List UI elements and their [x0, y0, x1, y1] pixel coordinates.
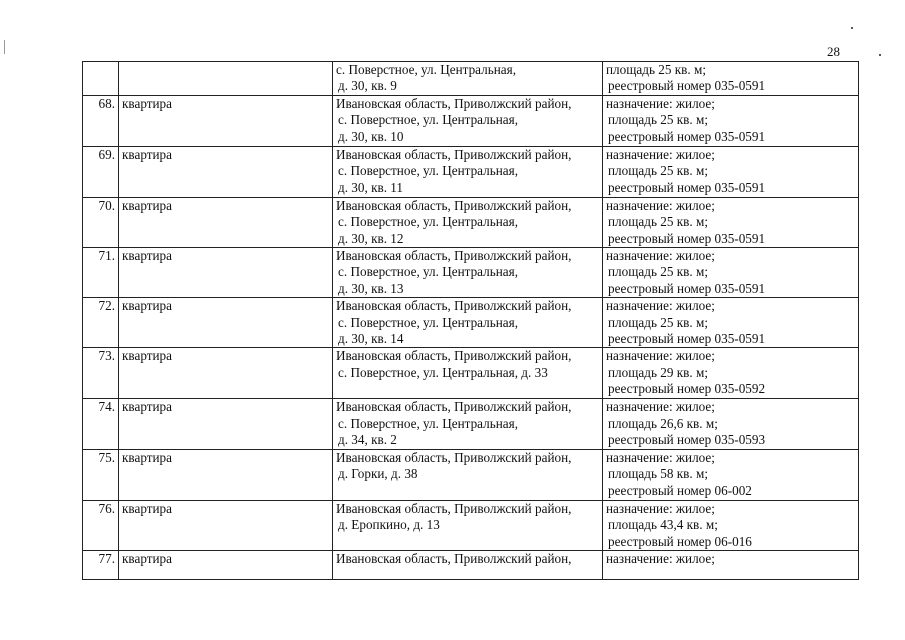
details-cell	[603, 298, 859, 348]
address-line: д. 30, кв. 11	[338, 179, 404, 195]
address-cell	[333, 298, 603, 348]
address-line: с. Поверстное, ул. Центральная,	[336, 62, 517, 77]
address-line: Ивановская область, Приволжский район,	[336, 348, 572, 364]
address-line: д. 30, кв. 10	[338, 128, 404, 144]
address-line: д. 34, кв. 2	[338, 432, 397, 448]
property-type-cell: квартира	[119, 197, 333, 247]
details-line: площадь 25 кв. м;	[606, 62, 706, 77]
details-line: назначение: жилое;	[606, 197, 715, 213]
address-line: д. 30, кв. 12	[338, 230, 404, 246]
details-line: назначение: жилое;	[606, 146, 715, 162]
details-line: назначение: жилое;	[606, 248, 715, 264]
property-type-cell: квартира	[119, 95, 333, 146]
details-line: площадь 25 кв. м;	[608, 163, 708, 179]
row-number-cell: 68.	[83, 95, 119, 146]
table-row	[83, 399, 859, 449]
address-line: Ивановская область, Приволжский район,	[336, 197, 572, 213]
row-number-cell: 74.	[83, 399, 119, 449]
details-line: реестровый номер 035-0591	[608, 179, 766, 195]
details-cell	[603, 449, 859, 500]
details-line: реестровый номер 06-016	[608, 533, 752, 549]
row-number-cell: 71.	[83, 248, 119, 298]
details-line: реестровый номер 035-0591	[608, 331, 766, 347]
table-row	[83, 197, 859, 247]
details-line: площадь 25 кв. м;	[608, 214, 708, 230]
details-line: реестровый номер 035-0591	[608, 128, 766, 144]
details-line: реестровый номер 035-0591	[608, 280, 766, 296]
details-cell	[603, 95, 859, 146]
scan-margin-mark	[4, 40, 5, 54]
address-line: д. 30, кв. 9	[338, 78, 397, 94]
address-cell	[333, 550, 603, 579]
address-cell	[333, 500, 603, 550]
address-line: с. Поверстное, ул. Центральная,	[338, 264, 519, 280]
details-cell	[603, 248, 859, 298]
row-number-cell: 73.	[83, 348, 119, 399]
details-line: площадь 29 кв. м;	[608, 364, 708, 380]
row-number-cell: 75.	[83, 449, 119, 500]
address-line: с. Поверстное, ул. Центральная,	[338, 163, 519, 179]
details-cell	[603, 62, 859, 96]
property-type-cell	[119, 62, 333, 96]
address-cell	[333, 197, 603, 247]
table-row	[83, 248, 859, 298]
address-line: д. Еропкино, д. 13	[338, 517, 440, 533]
row-number-cell: 77.	[83, 550, 119, 579]
address-cell	[333, 95, 603, 146]
property-type-cell: квартира	[119, 399, 333, 449]
row-number-cell: 69.	[83, 146, 119, 197]
address-line: д. 30, кв. 14	[338, 331, 404, 347]
table-row	[83, 62, 859, 96]
address-line: с. Поверстное, ул. Центральная,	[338, 314, 519, 330]
scan-speck	[851, 27, 853, 29]
details-line: назначение: жилое;	[606, 550, 715, 566]
property-type-cell: квартира	[119, 348, 333, 399]
details-line: назначение: жилое;	[606, 348, 715, 364]
table-row	[83, 449, 859, 500]
address-cell	[333, 449, 603, 500]
address-line: Ивановская область, Приволжский район,	[336, 146, 572, 162]
details-line: площадь 43,4 кв. м;	[608, 517, 718, 533]
address-line: Ивановская область, Приволжский район,	[336, 550, 572, 566]
row-number-cell: 76.	[83, 500, 119, 550]
address-line: д. Горки, д. 38	[338, 466, 418, 482]
details-cell	[603, 197, 859, 247]
details-line: площадь 25 кв. м;	[608, 264, 708, 280]
address-cell	[333, 62, 603, 96]
scan-speck	[879, 54, 881, 56]
address-line: Ивановская область, Приволжский район,	[336, 500, 572, 516]
property-type-cell: квартира	[119, 500, 333, 550]
address-line: с. Поверстное, ул. Центральная,	[338, 112, 519, 128]
address-cell	[333, 146, 603, 197]
details-cell	[603, 500, 859, 550]
details-line: назначение: жилое;	[606, 95, 715, 111]
address-line: с. Поверстное, ул. Центральная, д. 33	[338, 364, 548, 380]
property-type-cell: квартира	[119, 248, 333, 298]
details-line: площадь 58 кв. м;	[608, 466, 708, 482]
property-type-cell: квартира	[119, 146, 333, 197]
address-line: д. 30, кв. 13	[338, 280, 404, 296]
address-line: Ивановская область, Приволжский район,	[336, 95, 572, 111]
details-cell	[603, 348, 859, 399]
address-line: с. Поверстное, ул. Центральная,	[338, 214, 519, 230]
address-line: с. Поверстное, ул. Центральная,	[338, 415, 519, 431]
property-type-cell: квартира	[119, 449, 333, 500]
details-line: реестровый номер 035-0592	[608, 381, 766, 397]
details-line: реестровый номер 06-002	[608, 482, 752, 498]
details-line: реестровый номер 035-0593	[608, 432, 766, 448]
address-line: Ивановская область, Приволжский район,	[336, 298, 572, 314]
details-cell	[603, 399, 859, 449]
details-line: реестровый номер 035-0591	[608, 230, 766, 246]
page-number: 28	[827, 44, 840, 59]
property-table	[82, 61, 859, 580]
address-cell	[333, 348, 603, 399]
row-number-cell: 72.	[83, 298, 119, 348]
table-row	[83, 348, 859, 399]
table-row	[83, 500, 859, 550]
details-line: назначение: жилое;	[606, 399, 715, 415]
property-type-cell: квартира	[119, 550, 333, 579]
details-line: назначение: жилое;	[606, 298, 715, 314]
address-line: Ивановская область, Приволжский район,	[336, 248, 572, 264]
table-row	[83, 95, 859, 146]
row-number-cell	[83, 62, 119, 96]
details-cell	[603, 550, 859, 579]
details-line: назначение: жилое;	[606, 500, 715, 516]
details-cell	[603, 146, 859, 197]
address-line: Ивановская область, Приволжский район,	[336, 399, 572, 415]
details-line: назначение: жилое;	[606, 449, 715, 465]
table-row	[83, 146, 859, 197]
details-line: площадь 25 кв. м;	[608, 112, 708, 128]
row-number-cell: 70.	[83, 197, 119, 247]
address-cell	[333, 248, 603, 298]
details-line: площадь 26,6 кв. м;	[608, 415, 718, 431]
table-row	[83, 298, 859, 348]
details-line: реестровый номер 035-0591	[608, 78, 766, 94]
property-type-cell: квартира	[119, 298, 333, 348]
address-line: Ивановская область, Приволжский район,	[336, 449, 572, 465]
table-row	[83, 550, 859, 579]
details-line: площадь 25 кв. м;	[608, 314, 708, 330]
address-cell	[333, 399, 603, 449]
property-table-body	[83, 62, 859, 580]
